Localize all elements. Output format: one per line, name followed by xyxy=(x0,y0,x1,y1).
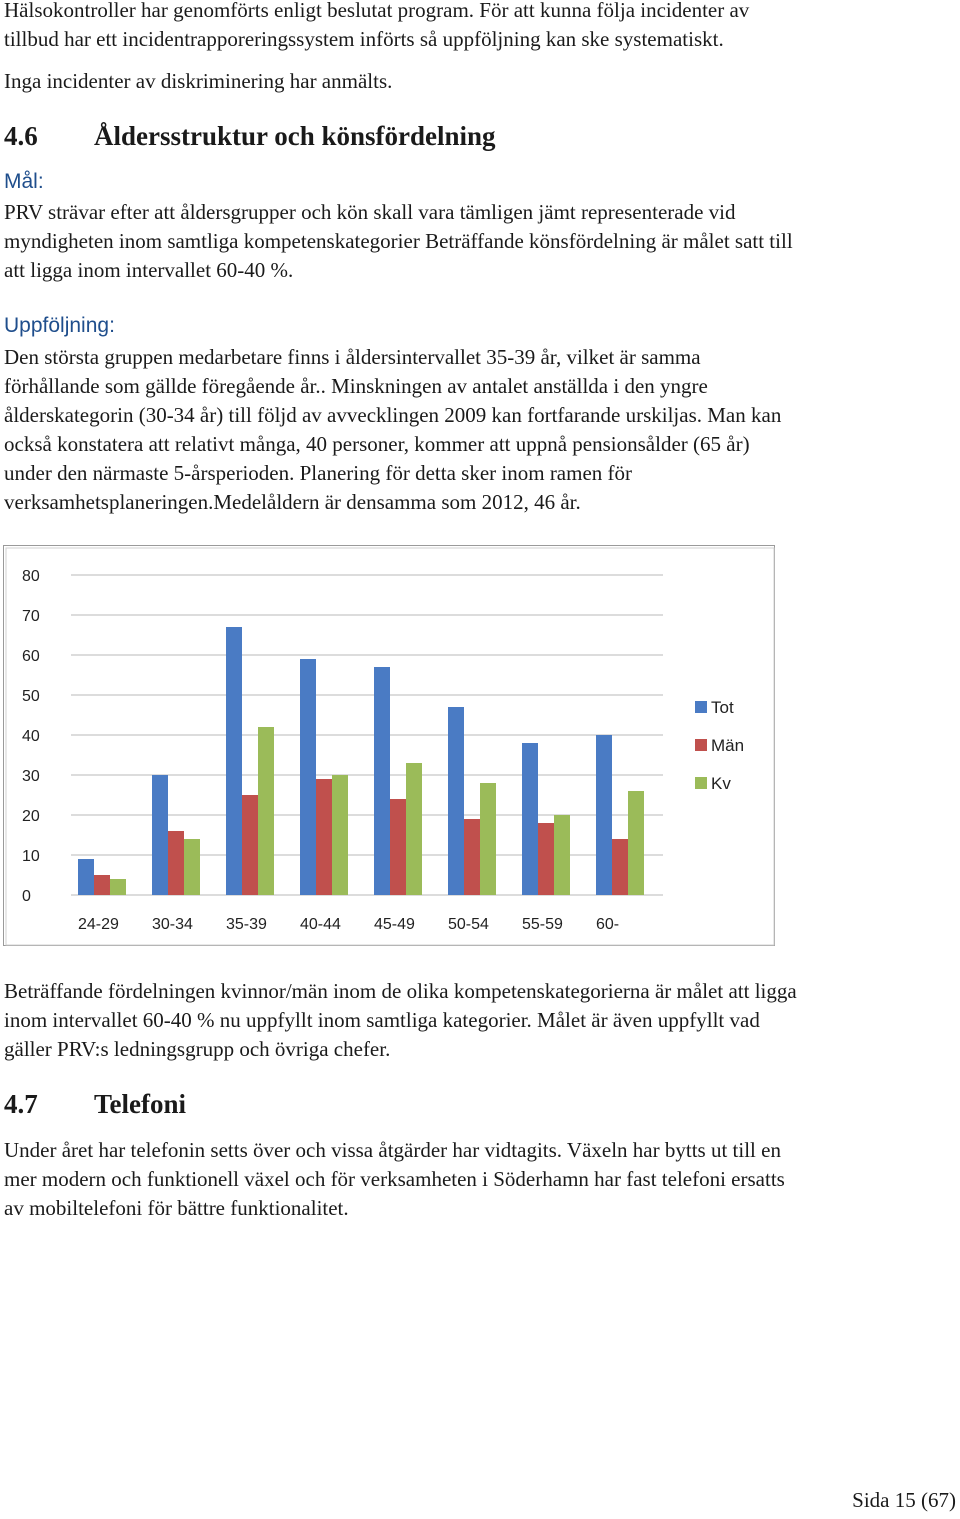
followup-label: Uppföljning: xyxy=(4,314,115,337)
bar-tot xyxy=(226,627,242,895)
legend-label: Tot xyxy=(711,698,734,717)
goal-paragraph xyxy=(4,198,960,285)
text-line: PRV strävar efter att åldersgrupper och kön skall vara tämligen jämt representerade vid xyxy=(4,200,736,224)
age-distribution-chart xyxy=(3,545,775,946)
bar-kv xyxy=(332,775,348,895)
bar-män xyxy=(94,875,110,895)
y-tick-label: 80 xyxy=(22,568,40,585)
discrimination-paragraph xyxy=(4,67,960,96)
text-line: också konstatera att relativt många, 40 personer, kommer att uppnå pensionsålder (65 år) xyxy=(4,432,750,456)
bar-kv xyxy=(184,839,200,895)
bar-kv xyxy=(628,791,644,895)
bar-män xyxy=(612,839,628,895)
chart-svg xyxy=(3,545,775,946)
legend-swatch xyxy=(695,777,707,789)
y-tick-label: 40 xyxy=(22,728,40,745)
bar-män xyxy=(316,779,332,895)
section-number: 4.7 xyxy=(4,1089,38,1119)
legend-label: Kv xyxy=(711,774,731,793)
legend-label: Män xyxy=(711,736,745,755)
section-heading-4-7 xyxy=(4,1089,186,1120)
y-tick-label: 20 xyxy=(22,808,40,825)
text-line: Under året har telefonin setts över och vissa åtgärder har vidtagits. Växeln har bytts ut till en xyxy=(4,1138,781,1162)
y-tick-label: 30 xyxy=(22,768,40,785)
after-chart-paragraph xyxy=(4,977,960,1064)
goal-label: Mål: xyxy=(4,170,44,193)
y-tick-label: 50 xyxy=(22,688,40,705)
text-line: inom intervallet 60-40 % nu uppfyllt inom samtliga kategorier. Målet är även uppfyllt vad xyxy=(4,1008,760,1032)
text-line: Den största gruppen medarbetare finns i åldersintervallet 35-39 år, vilket är samma xyxy=(4,345,701,369)
text-line: förhållande som gällde föregående år.. Minskningen av antalet anställda i den yngre xyxy=(4,374,708,398)
bar-tot xyxy=(596,735,612,895)
bar-män xyxy=(242,795,258,895)
x-tick-label: 60- xyxy=(596,916,620,933)
x-tick-label: 30-34 xyxy=(152,916,193,933)
text-line: myndigheten inom samtliga kompetenskategorier Beträffande könsfördelning är målet satt till xyxy=(4,229,793,253)
bar-män xyxy=(464,819,480,895)
legend-swatch xyxy=(695,701,707,713)
bar-tot xyxy=(522,743,538,895)
x-tick-label: 50-54 xyxy=(448,916,489,933)
text-line: att ligga inom intervallet 60-40 %. xyxy=(4,258,294,282)
section-title: Åldersstruktur och könsfördelning xyxy=(94,121,496,151)
bar-män xyxy=(390,799,406,895)
text-line: mer modern och funktionell växel och för verksamheten i Söderhamn har fast telefoni ersatts xyxy=(4,1167,785,1191)
bar-kv xyxy=(110,879,126,895)
section-title: Telefoni xyxy=(94,1089,187,1119)
y-tick-label: 70 xyxy=(22,608,40,625)
section-heading-4-6 xyxy=(4,121,496,152)
text-line: under den närmaste 5-årsperioden. Planering för detta sker inom ramen för xyxy=(4,461,633,485)
bar-kv xyxy=(406,763,422,895)
bar-tot xyxy=(152,775,168,895)
bar-kv xyxy=(480,783,496,895)
bar-tot xyxy=(448,707,464,895)
text-line: av mobiltelefoni för bättre funktionalitet. xyxy=(4,1196,349,1220)
bar-kv xyxy=(554,815,570,895)
chart-y-axis xyxy=(22,568,40,905)
telefoni-paragraph xyxy=(4,1136,960,1223)
text-line: Inga incidenter av diskriminering har anmälts. xyxy=(4,69,393,93)
x-tick-label: 40-44 xyxy=(300,916,341,933)
bar-tot xyxy=(78,859,94,895)
text-line: gäller PRV:s ledningsgrupp och övriga chefer. xyxy=(4,1037,391,1061)
intro-paragraph xyxy=(4,0,960,54)
y-tick-label: 0 xyxy=(22,888,31,905)
text-line: Hälsokontroller har genomförts enligt beslutat program. För att kunna följa incidenter av xyxy=(4,0,750,22)
legend-swatch xyxy=(695,739,707,751)
x-tick-label: 45-49 xyxy=(374,916,415,933)
text-line: verksamhetsplaneringen.Medelåldern är densamma som 2012, 46 år. xyxy=(4,490,581,514)
bar-män xyxy=(538,823,554,895)
text-line: Beträffande fördelningen kvinnor/män inom de olika kompetenskategorierna är målet att ligga xyxy=(4,979,797,1003)
bar-män xyxy=(168,831,184,895)
x-tick-label: 35-39 xyxy=(226,916,267,933)
page-number-footer: Sida 15 (67) xyxy=(852,1488,956,1512)
followup-paragraph xyxy=(4,343,960,517)
text-line: tillbud har ett incidentrapporeringssystem införts så uppföljning kan ske systematiskt. xyxy=(4,27,724,51)
section-number: 4.6 xyxy=(4,121,38,151)
y-tick-label: 10 xyxy=(22,848,40,865)
bar-kv xyxy=(258,727,274,895)
bar-tot xyxy=(300,659,316,895)
x-tick-label: 24-29 xyxy=(78,916,119,933)
y-tick-label: 60 xyxy=(22,648,40,665)
text-line: ålderskategorin (30-34 år) till följd av avvecklingen 2009 kan fortfarande urskiljas. Man kan xyxy=(4,403,782,427)
bar-tot xyxy=(374,667,390,895)
x-tick-label: 55-59 xyxy=(522,916,563,933)
